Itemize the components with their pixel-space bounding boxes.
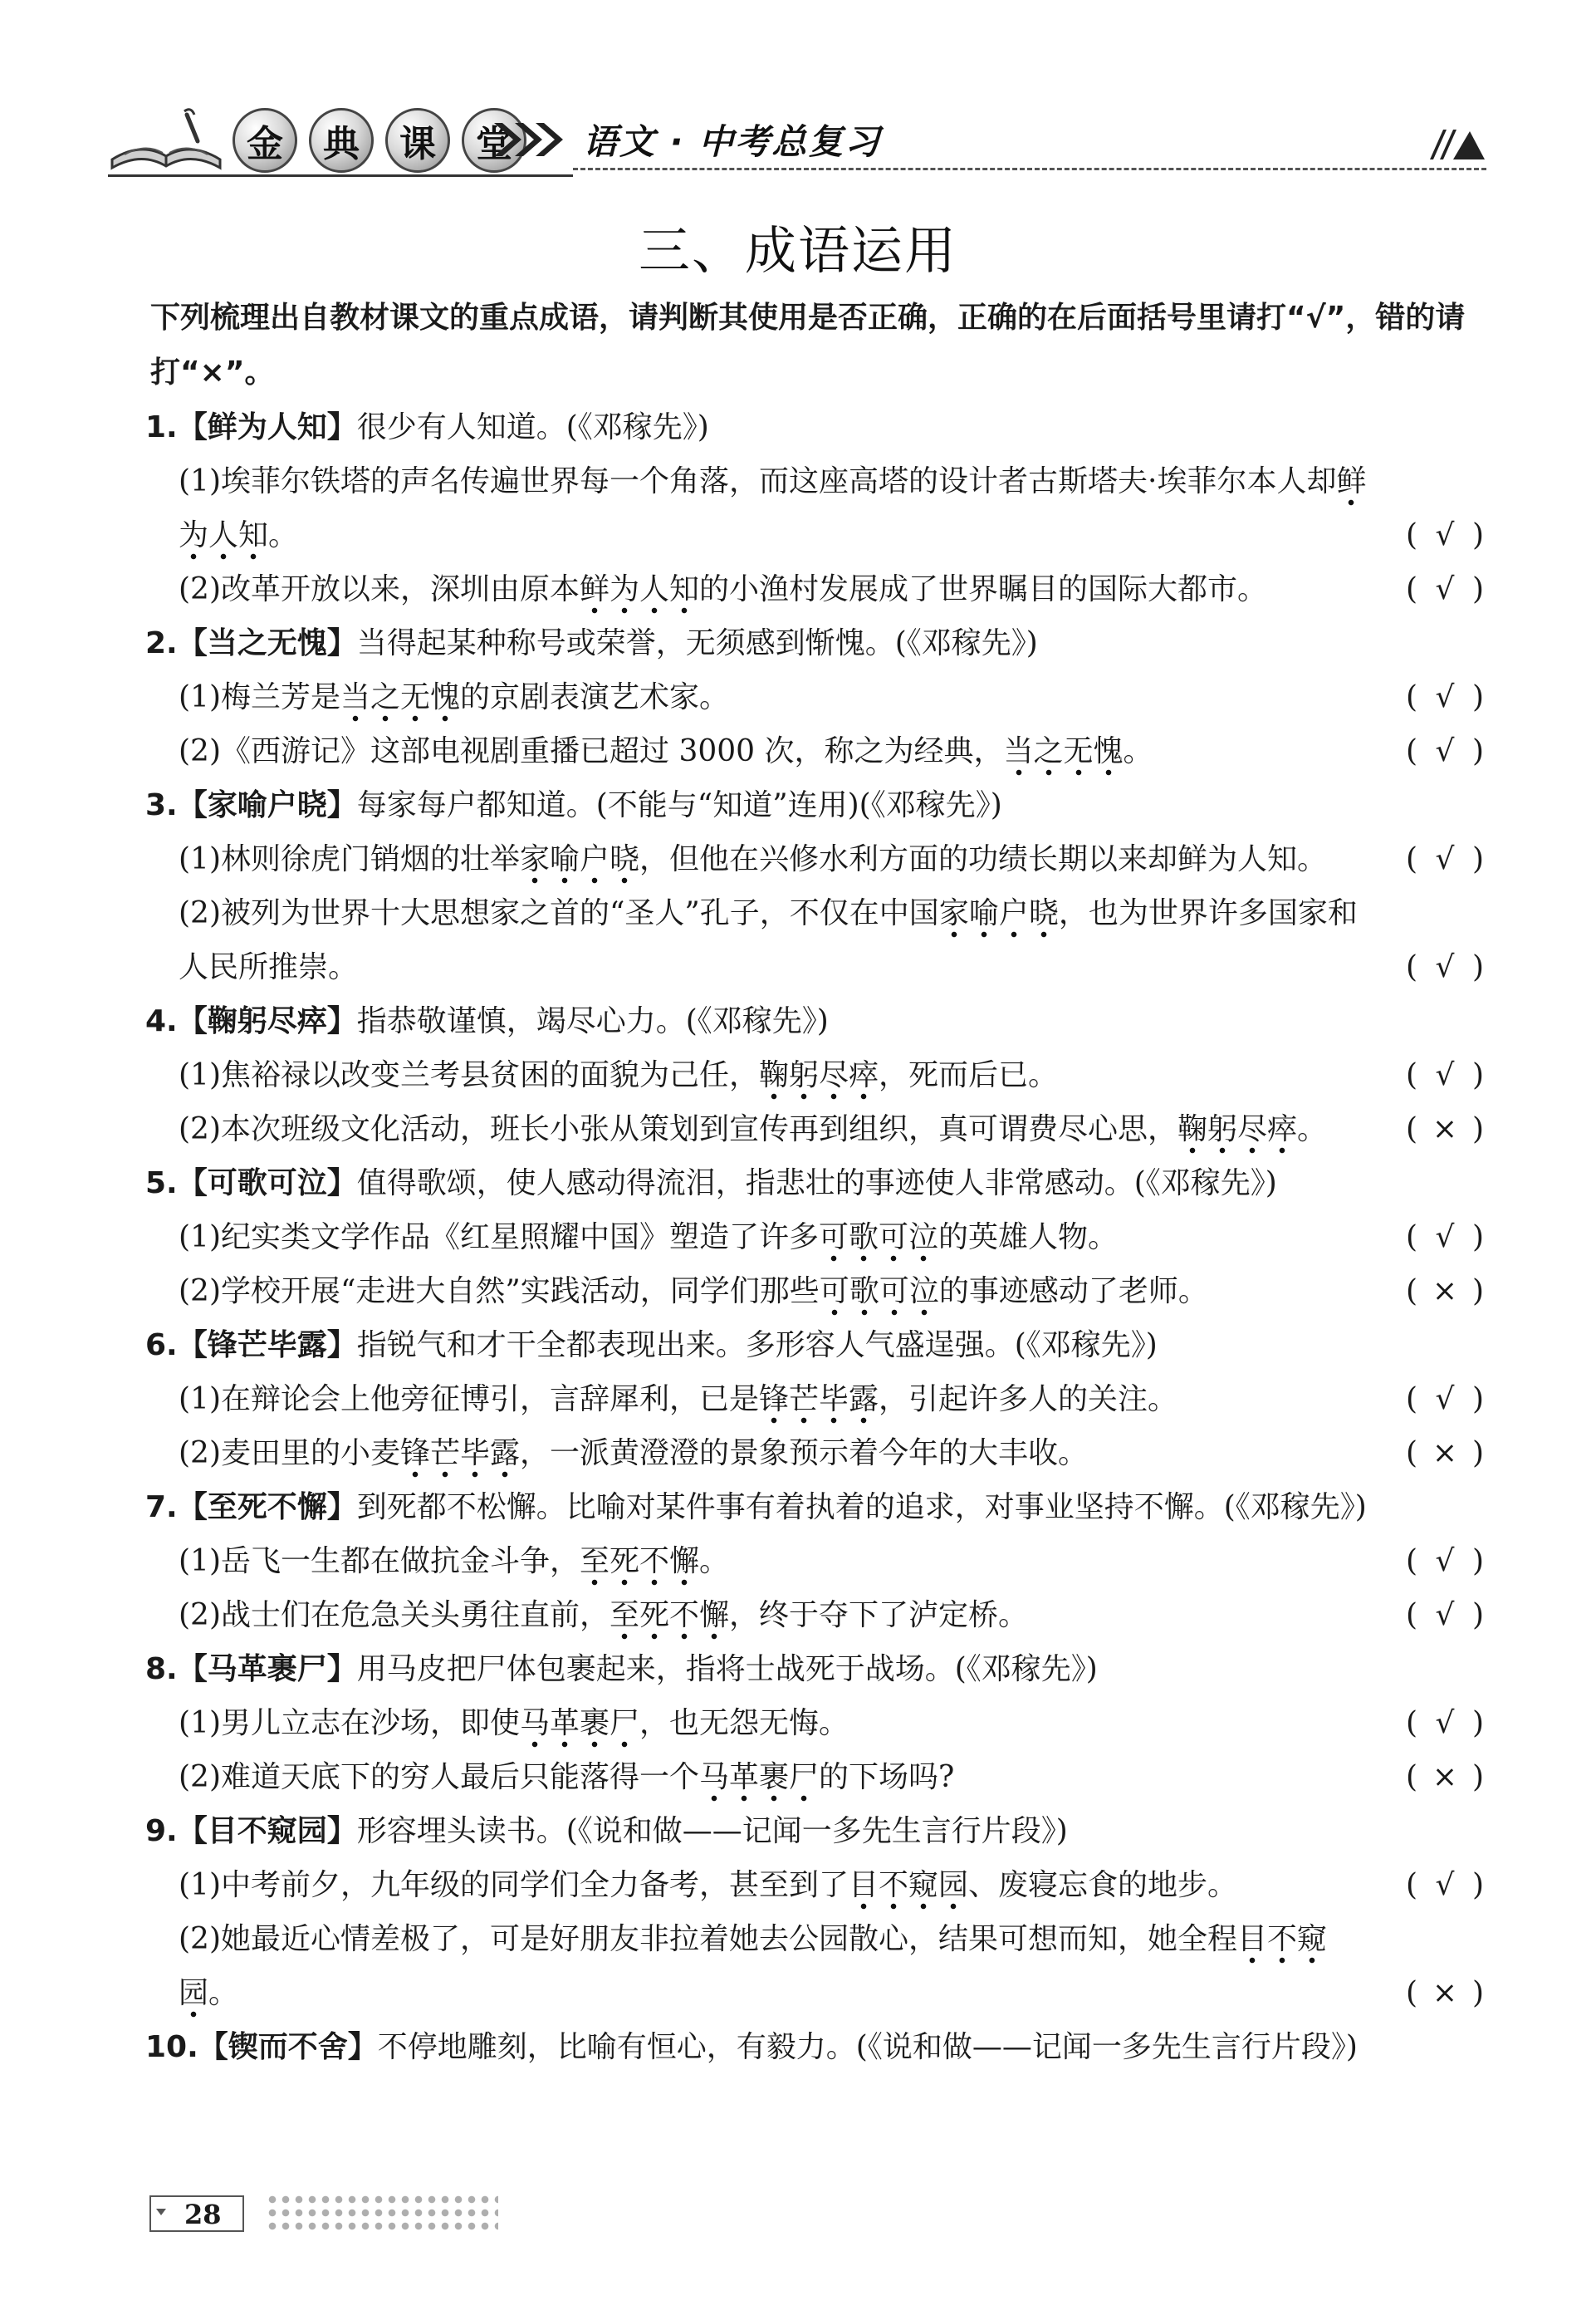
example-sentence bbox=[145, 670, 1491, 724]
bracket-open: ( bbox=[1405, 1382, 1418, 1416]
example-label: (1) bbox=[179, 1382, 221, 1416]
answer-bracket bbox=[1391, 724, 1491, 778]
idiom-item bbox=[145, 994, 1491, 1156]
answer-mark: × bbox=[1432, 1274, 1458, 1308]
idiom-definition: 到死都不松懈。比喻对某件事有着执着的追求，对事业坚持不懈。(《邓稼先》) bbox=[356, 1490, 1367, 1524]
bracket-close: ) bbox=[1471, 1868, 1485, 1902]
idiom-item bbox=[145, 1318, 1491, 1480]
page-header bbox=[108, 91, 1486, 183]
sentence-text: 纪实类文学作品《红星照耀中国》塑造了许多 bbox=[221, 1220, 820, 1254]
sentence-text: ，也无怨无悔。 bbox=[639, 1706, 849, 1740]
idiom-definition-line bbox=[145, 2020, 1491, 2074]
bracket-open: ( bbox=[1405, 1274, 1418, 1308]
answer-mark: √ bbox=[1435, 1868, 1455, 1902]
idiom-item bbox=[145, 778, 1491, 994]
bracket-open: ( bbox=[1405, 1058, 1418, 1092]
idiom-number: 7. bbox=[145, 1490, 178, 1524]
dotted-idiom: 鞠躬尽瘁 bbox=[1177, 1112, 1297, 1155]
bracket-close: ) bbox=[1471, 1436, 1485, 1470]
answer-mark: √ bbox=[1435, 1598, 1455, 1632]
idiom-definition-line bbox=[145, 778, 1491, 832]
answer-mark: × bbox=[1432, 1112, 1458, 1146]
answer-bracket bbox=[1391, 1534, 1491, 1588]
answer-mark: √ bbox=[1435, 680, 1455, 714]
idiom-number: 3. bbox=[145, 788, 178, 822]
answer-mark: × bbox=[1432, 1436, 1458, 1470]
example-sentence bbox=[145, 1750, 1491, 1804]
example-sentence bbox=[145, 1102, 1491, 1156]
example-sentence bbox=[145, 1264, 1491, 1318]
dotted-idiom: 鲜为人知 bbox=[179, 464, 1366, 561]
idiom-definition: 指锐气和才干全都表现出来。多形容人气盛逞强。(《邓稼先》) bbox=[356, 1328, 1158, 1362]
dotted-idiom: 目不窥园 bbox=[849, 1868, 968, 1910]
sentence-text: 男儿立志在沙场，即使 bbox=[221, 1706, 521, 1740]
footer-dot-pattern bbox=[266, 2193, 498, 2231]
example-sentence bbox=[145, 1210, 1491, 1264]
example-sentence bbox=[145, 454, 1491, 562]
answer-mark: √ bbox=[1435, 1220, 1455, 1254]
sentence-text: 的事迹感动了老师。 bbox=[938, 1274, 1208, 1308]
sentence-text: 的英雄人物。 bbox=[938, 1220, 1119, 1254]
idiom-number: 4. bbox=[145, 1004, 178, 1038]
answer-bracket bbox=[1391, 940, 1491, 994]
title-badge: 堂 bbox=[462, 108, 526, 173]
idiom-definition-line bbox=[145, 1480, 1491, 1534]
bracket-close: ) bbox=[1471, 1274, 1485, 1308]
dotted-idiom: 家喻户晓 bbox=[520, 842, 639, 885]
answer-bracket bbox=[1391, 1858, 1491, 1912]
bracket-open: ( bbox=[1405, 1598, 1418, 1632]
answer-mark: √ bbox=[1435, 572, 1455, 606]
idiom-term: 【可歌可泣】 bbox=[177, 1166, 357, 1200]
answer-bracket bbox=[1391, 1048, 1491, 1102]
title-badge: 课 bbox=[385, 108, 450, 173]
sentence-text: 在辩论会上他旁征博引，言辞犀利，已是 bbox=[221, 1382, 760, 1416]
section-title: 三、成语运用 bbox=[638, 220, 957, 281]
idiom-term: 【家喻户晓】 bbox=[177, 788, 357, 822]
bracket-close: ) bbox=[1471, 1760, 1485, 1794]
sentence-text: 焦裕禄以改变兰考县贫困的面貌为己任， bbox=[221, 1058, 760, 1092]
bracket-close: ) bbox=[1471, 518, 1485, 552]
idiom-item bbox=[145, 616, 1491, 778]
answer-bracket bbox=[1391, 1966, 1491, 2020]
idiom-definition: 指恭敬谨慎，竭尽心力。(《邓稼先》) bbox=[356, 1004, 829, 1038]
example-sentence bbox=[145, 1858, 1491, 1912]
answer-mark: √ bbox=[1435, 518, 1455, 552]
bracket-open: ( bbox=[1405, 518, 1418, 552]
answer-bracket bbox=[1391, 1102, 1491, 1156]
idiom-number: 9. bbox=[145, 1814, 178, 1848]
idiom-term: 【鲜为人知】 bbox=[177, 410, 357, 444]
title-badges bbox=[233, 108, 526, 173]
bracket-close: ) bbox=[1471, 950, 1485, 984]
example-label: (1) bbox=[179, 1868, 221, 1902]
header-rule bbox=[108, 174, 573, 177]
answer-bracket bbox=[1391, 1372, 1491, 1426]
example-label: (1) bbox=[179, 680, 221, 714]
example-sentence bbox=[145, 1588, 1491, 1642]
answer-mark: √ bbox=[1435, 734, 1455, 768]
bracket-open: ( bbox=[1405, 950, 1418, 984]
idiom-definition: 每家每户都知道。(不能与“知道”连用)(《邓稼先》) bbox=[356, 788, 1002, 822]
dotted-idiom: 可歌可泣 bbox=[820, 1274, 939, 1317]
sentence-text: 。 bbox=[1123, 734, 1153, 768]
bracket-open: ( bbox=[1405, 842, 1418, 876]
page-number-box bbox=[149, 2195, 244, 2232]
idiom-item bbox=[145, 1804, 1491, 2020]
idiom-number: 8. bbox=[145, 1652, 178, 1686]
sentence-text: 她最近心情差极了，可是好朋友非拉着她去公园散心，结果可想而知，她全程 bbox=[221, 1922, 1238, 1956]
answer-bracket bbox=[1391, 670, 1491, 724]
sentence-text: 。 bbox=[208, 1976, 239, 2010]
sentence-text: 难道天底下的穷人最后只能落得一个 bbox=[221, 1760, 700, 1794]
idiom-definition-line bbox=[145, 994, 1491, 1048]
idiom-definition: 形容埋头读书。(《说和做——记闻一多先生言行片段》) bbox=[356, 1814, 1068, 1848]
example-sentence bbox=[145, 1912, 1491, 2020]
idiom-definition: 值得歌颂，使人感动得流泪，指悲壮的事迹使人非常感动。(《邓稼先》) bbox=[356, 1166, 1277, 1200]
answer-bracket bbox=[1391, 1750, 1491, 1804]
example-sentence bbox=[145, 724, 1491, 778]
example-label: (2) bbox=[179, 1436, 221, 1470]
sentence-text: 的小渔村发展成了世界瞩目的国际大都市。 bbox=[699, 572, 1268, 606]
sentence-text: ，但他在兴修水利方面的功绩长期以来却鲜为人知。 bbox=[639, 842, 1328, 876]
dotted-idiom: 锋芒毕露 bbox=[759, 1382, 879, 1425]
bracket-open: ( bbox=[1405, 1112, 1418, 1146]
example-label: (2) bbox=[179, 572, 221, 606]
dotted-idiom: 目不窥园 bbox=[179, 1922, 1327, 2018]
answer-bracket bbox=[1391, 832, 1491, 886]
answer-bracket bbox=[1391, 1588, 1491, 1642]
example-label: (1) bbox=[179, 464, 221, 498]
title-badge: 金 bbox=[233, 108, 297, 173]
answer-mark: √ bbox=[1435, 1382, 1455, 1416]
example-label: (1) bbox=[179, 842, 221, 876]
sentence-text: 《西游记》这部电视剧重播已超过 3000 次，称之为经典， bbox=[221, 734, 1004, 768]
sentence-text: 林则徐虎门销烟的壮举 bbox=[221, 842, 521, 876]
bracket-open: ( bbox=[1405, 734, 1418, 768]
example-sentence bbox=[145, 1534, 1491, 1588]
bracket-close: ) bbox=[1471, 680, 1485, 714]
dotted-idiom: 马革裹尸 bbox=[699, 1760, 819, 1802]
idiom-definition-line bbox=[145, 1642, 1491, 1696]
sentence-text: ，引起许多人的关注。 bbox=[879, 1382, 1178, 1416]
dotted-idiom: 当之无愧 bbox=[1004, 734, 1124, 777]
sentence-text: 、废寝忘食的地步。 bbox=[968, 1868, 1238, 1902]
dotted-idiom: 鲜为人知 bbox=[580, 572, 699, 615]
title-badge: 典 bbox=[309, 108, 374, 173]
sentence-text: 战士们在危急关头勇往直前， bbox=[221, 1598, 610, 1632]
bracket-close: ) bbox=[1471, 1976, 1485, 2010]
bracket-close: ) bbox=[1471, 1544, 1485, 1578]
idiom-number: 1. bbox=[145, 410, 178, 444]
idiom-definition-line bbox=[145, 1156, 1491, 1210]
answer-mark: × bbox=[1432, 1976, 1458, 2010]
example-sentence bbox=[145, 886, 1491, 994]
example-label: (2) bbox=[179, 1922, 221, 1956]
page-marker-icon bbox=[156, 2209, 166, 2215]
bracket-close: ) bbox=[1471, 572, 1485, 606]
answer-bracket bbox=[1391, 508, 1491, 562]
example-label: (2) bbox=[179, 734, 221, 768]
example-sentence bbox=[145, 1372, 1491, 1426]
sentence-text: 的京剧表演艺术家。 bbox=[460, 680, 730, 714]
dotted-idiom: 至死不懈 bbox=[610, 1598, 729, 1641]
bracket-open: ( bbox=[1405, 680, 1418, 714]
idiom-definition-line bbox=[145, 1318, 1491, 1372]
answer-mark: √ bbox=[1435, 1706, 1455, 1740]
idiom-number: 2. bbox=[145, 626, 178, 660]
sentence-text: 学校开展“走进大自然”实践活动，同学们那些 bbox=[221, 1274, 820, 1308]
idiom-definition: 当得起某种称号或荣誉，无须感到惭愧。(《邓稼先》) bbox=[356, 626, 1038, 660]
idiom-definition: 不停地雕刻，比喻有恒心，有毅力。(《说和做——记闻一多先生言行片段》) bbox=[377, 2030, 1358, 2064]
idiom-definition: 用马皮把尸体包裹起来，指将士战死于战场。(《邓稼先》) bbox=[356, 1652, 1098, 1686]
idiom-item bbox=[145, 1480, 1491, 1642]
sentence-text: 改革开放以来，深圳由原本 bbox=[221, 572, 580, 606]
example-label: (2) bbox=[179, 1760, 221, 1794]
open-book-icon bbox=[108, 108, 224, 174]
sentence-text: 被列为世界十大思想家之首的“圣人”孔子，不仅在中国 bbox=[221, 896, 939, 930]
example-sentence bbox=[145, 1696, 1491, 1750]
idiom-term: 【至死不懈】 bbox=[177, 1490, 357, 1524]
answer-bracket bbox=[1391, 562, 1491, 616]
example-sentence bbox=[145, 832, 1491, 886]
dotted-idiom: 锋芒毕露 bbox=[400, 1436, 520, 1479]
exercise-content bbox=[145, 291, 1491, 2074]
answer-mark: √ bbox=[1435, 1058, 1455, 1092]
example-label: (1) bbox=[179, 1706, 221, 1740]
answer-mark: √ bbox=[1435, 1544, 1455, 1578]
idiom-number: 5. bbox=[145, 1166, 178, 1200]
example-label: (1) bbox=[179, 1058, 221, 1092]
answer-bracket bbox=[1391, 1426, 1491, 1480]
idiom-term: 【鞠躬尽瘁】 bbox=[177, 1004, 357, 1038]
sentence-text: 梅兰芳是 bbox=[221, 680, 341, 714]
bracket-open: ( bbox=[1405, 1544, 1418, 1578]
idiom-number: 10. bbox=[145, 2030, 198, 2064]
dotted-idiom: 马革裹尸 bbox=[520, 1706, 639, 1749]
bracket-close: ) bbox=[1471, 734, 1485, 768]
answer-bracket bbox=[1391, 1696, 1491, 1750]
bracket-close: ) bbox=[1471, 1706, 1485, 1740]
answer-bracket bbox=[1391, 1210, 1491, 1264]
idiom-definition-line bbox=[145, 616, 1491, 670]
bracket-close: ) bbox=[1471, 1112, 1485, 1146]
example-label: (2) bbox=[179, 1598, 221, 1632]
idiom-definition-line bbox=[145, 1804, 1491, 1858]
sentence-text: 岳飞一生都在做抗金斗争， bbox=[221, 1544, 580, 1578]
answer-mark: × bbox=[1432, 1760, 1458, 1794]
sentence-text: 本次班级文化活动，班长小张从策划到宣传再到组织，真可谓费尽心思， bbox=[221, 1112, 1178, 1146]
instructions: 下列梳理出自教材课文的重点成语，请判断其使用是否正确，正确的在后面括号里请打“√”，错的请打“×”。 bbox=[150, 301, 1466, 390]
bracket-open: ( bbox=[1405, 1706, 1418, 1740]
idiom-list bbox=[145, 400, 1491, 2074]
answer-mark: √ bbox=[1435, 950, 1455, 984]
idiom-definition-line bbox=[145, 400, 1491, 454]
dotted-idiom: 鞠躬尽瘁 bbox=[759, 1058, 879, 1101]
bracket-close: ) bbox=[1471, 1598, 1485, 1632]
dotted-idiom: 当之无愧 bbox=[340, 680, 460, 723]
example-label: (2) bbox=[179, 1112, 221, 1146]
idiom-item bbox=[145, 1156, 1491, 1318]
bracket-close: ) bbox=[1471, 842, 1485, 876]
bracket-close: ) bbox=[1471, 1382, 1485, 1416]
sentence-text: ，终于夺下了泸定桥。 bbox=[729, 1598, 1029, 1632]
idiom-item bbox=[145, 1642, 1491, 1804]
answer-bracket bbox=[1391, 1264, 1491, 1318]
idiom-item bbox=[145, 2020, 1491, 2074]
example-label: (2) bbox=[179, 1274, 221, 1308]
example-label: (2) bbox=[179, 896, 221, 930]
sentence-text: 。 bbox=[1297, 1112, 1328, 1146]
answer-mark: √ bbox=[1435, 842, 1455, 876]
bracket-open: ( bbox=[1405, 1436, 1418, 1470]
page-number: 28 bbox=[184, 2199, 222, 2230]
bracket-close: ) bbox=[1471, 1220, 1485, 1254]
corner-triangle-icon bbox=[1428, 121, 1486, 163]
bracket-open: ( bbox=[1405, 1760, 1418, 1794]
sentence-text: 的下场吗? bbox=[819, 1760, 955, 1794]
header-dashed-line bbox=[573, 168, 1486, 170]
sentence-text: ，一派黄澄澄的景象预示着今年的大丰收。 bbox=[520, 1436, 1089, 1470]
sentence-text: 。 bbox=[699, 1544, 730, 1578]
example-label: (1) bbox=[179, 1220, 221, 1254]
dotted-idiom: 家喻户晓 bbox=[939, 896, 1059, 939]
dotted-idiom: 至死不懈 bbox=[580, 1544, 699, 1587]
sentence-text: 麦田里的小麦 bbox=[221, 1436, 401, 1470]
idiom-term: 【马革裹尸】 bbox=[177, 1652, 357, 1686]
example-sentence bbox=[145, 1426, 1491, 1480]
bracket-open: ( bbox=[1405, 1868, 1418, 1902]
bracket-open: ( bbox=[1405, 572, 1418, 606]
sentence-text: 。 bbox=[268, 518, 299, 552]
idiom-definition: 很少有人知道。(《邓稼先》) bbox=[356, 410, 709, 444]
sentence-text: ，死而后已。 bbox=[879, 1058, 1059, 1092]
header-subtitle: 语文 · 中考总复习 bbox=[583, 121, 882, 162]
double-chevron-icon bbox=[490, 115, 565, 164]
idiom-item bbox=[145, 400, 1491, 616]
bracket-open: ( bbox=[1405, 1976, 1418, 2010]
example-label: (1) bbox=[179, 1544, 221, 1578]
sentence-text: ，也为世界许多国家和人民所推崇。 bbox=[179, 896, 1358, 984]
sentence-text: 埃菲尔铁塔的声名传遍世界每一个角落，而这座高塔的设计者古斯塔夫·埃菲尔本人却 bbox=[221, 464, 1337, 498]
idiom-term: 【锲而不舍】 bbox=[198, 2030, 378, 2064]
dotted-idiom: 可歌可泣 bbox=[819, 1220, 938, 1263]
example-sentence bbox=[145, 562, 1491, 616]
bracket-close: ) bbox=[1471, 1058, 1485, 1092]
idiom-number: 6. bbox=[145, 1328, 178, 1362]
sentence-text: 中考前夕，九年级的同学们全力备考，甚至到了 bbox=[221, 1868, 849, 1902]
idiom-term: 【当之无愧】 bbox=[177, 626, 357, 660]
example-sentence bbox=[145, 1048, 1491, 1102]
idiom-term: 【锋芒毕露】 bbox=[177, 1328, 357, 1362]
bracket-open: ( bbox=[1405, 1220, 1418, 1254]
idiom-term: 【目不窥园】 bbox=[177, 1814, 357, 1848]
